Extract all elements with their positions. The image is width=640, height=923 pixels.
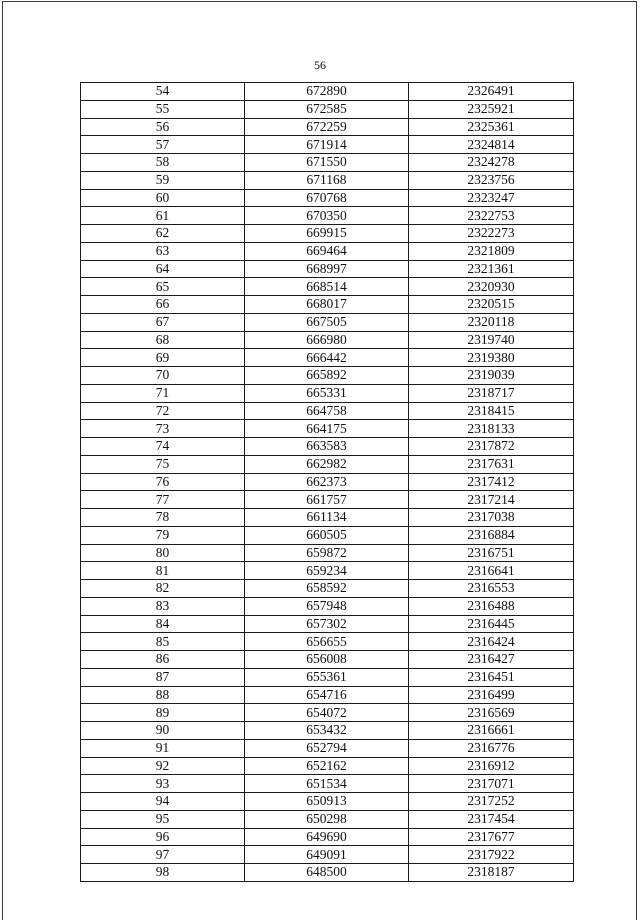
y-coordinate-cell: 2316912: [409, 757, 574, 775]
point-number-cell: 84: [81, 615, 245, 633]
x-coordinate-cell: 653432: [245, 722, 409, 740]
table-row: [81, 313, 574, 331]
point-number-cell: 76: [81, 473, 245, 491]
point-number-cell: 96: [81, 828, 245, 846]
point-number-cell: 85: [81, 633, 245, 651]
point-number-cell: 67: [81, 313, 245, 331]
y-coordinate-cell: 2317872: [409, 438, 574, 456]
x-coordinate-cell: 668514: [245, 278, 409, 296]
y-coordinate-cell: 2317038: [409, 509, 574, 527]
y-coordinate-cell: 2324278: [409, 154, 574, 172]
table-row: [81, 810, 574, 828]
y-coordinate-cell: 2317454: [409, 810, 574, 828]
x-coordinate-cell: 671550: [245, 154, 409, 172]
point-number-cell: 66: [81, 296, 245, 314]
y-coordinate-cell: 2316776: [409, 739, 574, 757]
table-row: [81, 154, 574, 172]
table-row: [81, 189, 574, 207]
y-coordinate-cell: 2317677: [409, 828, 574, 846]
table-row: [81, 455, 574, 473]
y-coordinate-cell: 2316553: [409, 580, 574, 598]
point-number-cell: 95: [81, 810, 245, 828]
table-row: [81, 367, 574, 385]
table-row: [81, 722, 574, 740]
y-coordinate-cell: 2318415: [409, 402, 574, 420]
table-row: [81, 100, 574, 118]
x-coordinate-cell: 672585: [245, 100, 409, 118]
point-number-cell: 97: [81, 846, 245, 864]
point-number-cell: 90: [81, 722, 245, 740]
point-number-cell: 91: [81, 739, 245, 757]
y-coordinate-cell: 2319740: [409, 331, 574, 349]
point-number-cell: 70: [81, 367, 245, 385]
point-number-cell: 98: [81, 864, 245, 882]
y-coordinate-cell: 2316488: [409, 597, 574, 615]
x-coordinate-cell: 665331: [245, 384, 409, 402]
x-coordinate-cell: 668997: [245, 260, 409, 278]
y-coordinate-cell: 2316427: [409, 651, 574, 669]
table-row: [81, 562, 574, 580]
y-coordinate-cell: 2317412: [409, 473, 574, 491]
x-coordinate-cell: 668017: [245, 296, 409, 314]
y-coordinate-cell: 2316661: [409, 722, 574, 740]
y-coordinate-cell: 2323247: [409, 189, 574, 207]
y-coordinate-cell: 2317922: [409, 846, 574, 864]
y-coordinate-cell: 2316641: [409, 562, 574, 580]
point-number-cell: 89: [81, 704, 245, 722]
y-coordinate-cell: 2317252: [409, 793, 574, 811]
x-coordinate-cell: 658592: [245, 580, 409, 598]
table-row: [81, 597, 574, 615]
point-number-cell: 62: [81, 225, 245, 243]
y-coordinate-cell: 2325361: [409, 118, 574, 136]
y-coordinate-cell: 2316445: [409, 615, 574, 633]
y-coordinate-cell: 2321361: [409, 260, 574, 278]
table-row: [81, 509, 574, 527]
table-row: [81, 793, 574, 811]
y-coordinate-cell: 2317631: [409, 455, 574, 473]
x-coordinate-cell: 651534: [245, 775, 409, 793]
point-number-cell: 94: [81, 793, 245, 811]
x-coordinate-cell: 656008: [245, 651, 409, 669]
x-coordinate-cell: 655361: [245, 668, 409, 686]
point-number-cell: 55: [81, 100, 245, 118]
x-coordinate-cell: 663583: [245, 438, 409, 456]
point-number-cell: 81: [81, 562, 245, 580]
point-number-cell: 77: [81, 491, 245, 509]
page-number: 56: [314, 58, 326, 72]
y-coordinate-cell: 2316569: [409, 704, 574, 722]
table-row: [81, 384, 574, 402]
coordinate-table-body: [81, 83, 574, 882]
point-number-cell: 64: [81, 260, 245, 278]
x-coordinate-cell: 670768: [245, 189, 409, 207]
table-row: [81, 686, 574, 704]
point-number-cell: 93: [81, 775, 245, 793]
y-coordinate-cell: 2320515: [409, 296, 574, 314]
table-row: [81, 473, 574, 491]
point-number-cell: 83: [81, 597, 245, 615]
y-coordinate-cell: 2320930: [409, 278, 574, 296]
table-row: [81, 775, 574, 793]
y-coordinate-cell: 2316424: [409, 633, 574, 651]
x-coordinate-cell: 672259: [245, 118, 409, 136]
x-coordinate-cell: 669915: [245, 225, 409, 243]
y-coordinate-cell: 2319380: [409, 349, 574, 367]
y-coordinate-cell: 2316499: [409, 686, 574, 704]
table-row: [81, 136, 574, 154]
point-number-cell: 57: [81, 136, 245, 154]
y-coordinate-cell: 2317214: [409, 491, 574, 509]
y-coordinate-cell: 2326491: [409, 83, 574, 101]
table-row: [81, 278, 574, 296]
point-number-cell: 87: [81, 668, 245, 686]
table-row: [81, 349, 574, 367]
table-row: [81, 615, 574, 633]
y-coordinate-cell: 2324814: [409, 136, 574, 154]
x-coordinate-cell: 662373: [245, 473, 409, 491]
point-number-cell: 82: [81, 580, 245, 598]
x-coordinate-cell: 649091: [245, 846, 409, 864]
x-coordinate-cell: 661757: [245, 491, 409, 509]
table-row: [81, 420, 574, 438]
point-number-cell: 75: [81, 455, 245, 473]
table-row: [81, 668, 574, 686]
table-row: [81, 207, 574, 225]
table-row: [81, 242, 574, 260]
y-coordinate-cell: 2316884: [409, 526, 574, 544]
table-row: [81, 633, 574, 651]
point-number-cell: 68: [81, 331, 245, 349]
table-row: [81, 296, 574, 314]
point-number-cell: 54: [81, 83, 245, 101]
x-coordinate-cell: 650298: [245, 810, 409, 828]
x-coordinate-cell: 670350: [245, 207, 409, 225]
point-number-cell: 79: [81, 526, 245, 544]
point-number-cell: 74: [81, 438, 245, 456]
table-row: [81, 118, 574, 136]
point-number-cell: 56: [81, 118, 245, 136]
x-coordinate-cell: 662982: [245, 455, 409, 473]
y-coordinate-cell: 2322753: [409, 207, 574, 225]
x-coordinate-cell: 654072: [245, 704, 409, 722]
point-number-cell: 71: [81, 384, 245, 402]
y-coordinate-cell: 2323756: [409, 171, 574, 189]
x-coordinate-cell: 666442: [245, 349, 409, 367]
x-coordinate-cell: 671168: [245, 171, 409, 189]
x-coordinate-cell: 664758: [245, 402, 409, 420]
table-row: [81, 846, 574, 864]
x-coordinate-cell: 665892: [245, 367, 409, 385]
x-coordinate-cell: 659234: [245, 562, 409, 580]
point-number-cell: 65: [81, 278, 245, 296]
point-number-cell: 58: [81, 154, 245, 172]
table-row: [81, 757, 574, 775]
y-coordinate-cell: 2319039: [409, 367, 574, 385]
y-coordinate-cell: 2318133: [409, 420, 574, 438]
y-coordinate-cell: 2318187: [409, 864, 574, 882]
x-coordinate-cell: 660505: [245, 526, 409, 544]
x-coordinate-cell: 664175: [245, 420, 409, 438]
x-coordinate-cell: 650913: [245, 793, 409, 811]
coordinate-table: [80, 82, 574, 882]
table-row: [81, 402, 574, 420]
table-row: [81, 260, 574, 278]
x-coordinate-cell: 649690: [245, 828, 409, 846]
x-coordinate-cell: 672890: [245, 83, 409, 101]
point-number-cell: 59: [81, 171, 245, 189]
y-coordinate-cell: 2325921: [409, 100, 574, 118]
x-coordinate-cell: 656655: [245, 633, 409, 651]
x-coordinate-cell: 648500: [245, 864, 409, 882]
x-coordinate-cell: 657948: [245, 597, 409, 615]
table-row: [81, 526, 574, 544]
point-number-cell: 60: [81, 189, 245, 207]
table-row: [81, 225, 574, 243]
x-coordinate-cell: 671914: [245, 136, 409, 154]
table-row: [81, 828, 574, 846]
table-row: [81, 704, 574, 722]
table-row: [81, 438, 574, 456]
table-row: [81, 491, 574, 509]
y-coordinate-cell: 2318717: [409, 384, 574, 402]
table-row: [81, 544, 574, 562]
point-number-cell: 78: [81, 509, 245, 527]
x-coordinate-cell: 652162: [245, 757, 409, 775]
point-number-cell: 92: [81, 757, 245, 775]
point-number-cell: 73: [81, 420, 245, 438]
x-coordinate-cell: 661134: [245, 509, 409, 527]
y-coordinate-cell: 2322273: [409, 225, 574, 243]
point-number-cell: 63: [81, 242, 245, 260]
table-row: [81, 83, 574, 101]
x-coordinate-cell: 669464: [245, 242, 409, 260]
point-number-cell: 72: [81, 402, 245, 420]
point-number-cell: 61: [81, 207, 245, 225]
y-coordinate-cell: 2316451: [409, 668, 574, 686]
point-number-cell: 86: [81, 651, 245, 669]
table-row: [81, 739, 574, 757]
table-row: [81, 171, 574, 189]
x-coordinate-cell: 654716: [245, 686, 409, 704]
y-coordinate-cell: 2321809: [409, 242, 574, 260]
x-coordinate-cell: 667505: [245, 313, 409, 331]
x-coordinate-cell: 652794: [245, 739, 409, 757]
point-number-cell: 88: [81, 686, 245, 704]
y-coordinate-cell: 2320118: [409, 313, 574, 331]
y-coordinate-cell: 2316751: [409, 544, 574, 562]
table-row: [81, 331, 574, 349]
table-row: [81, 580, 574, 598]
point-number-cell: 69: [81, 349, 245, 367]
table-row: [81, 651, 574, 669]
x-coordinate-cell: 659872: [245, 544, 409, 562]
x-coordinate-cell: 666980: [245, 331, 409, 349]
table-row: [81, 864, 574, 882]
x-coordinate-cell: 657302: [245, 615, 409, 633]
y-coordinate-cell: 2317071: [409, 775, 574, 793]
point-number-cell: 80: [81, 544, 245, 562]
